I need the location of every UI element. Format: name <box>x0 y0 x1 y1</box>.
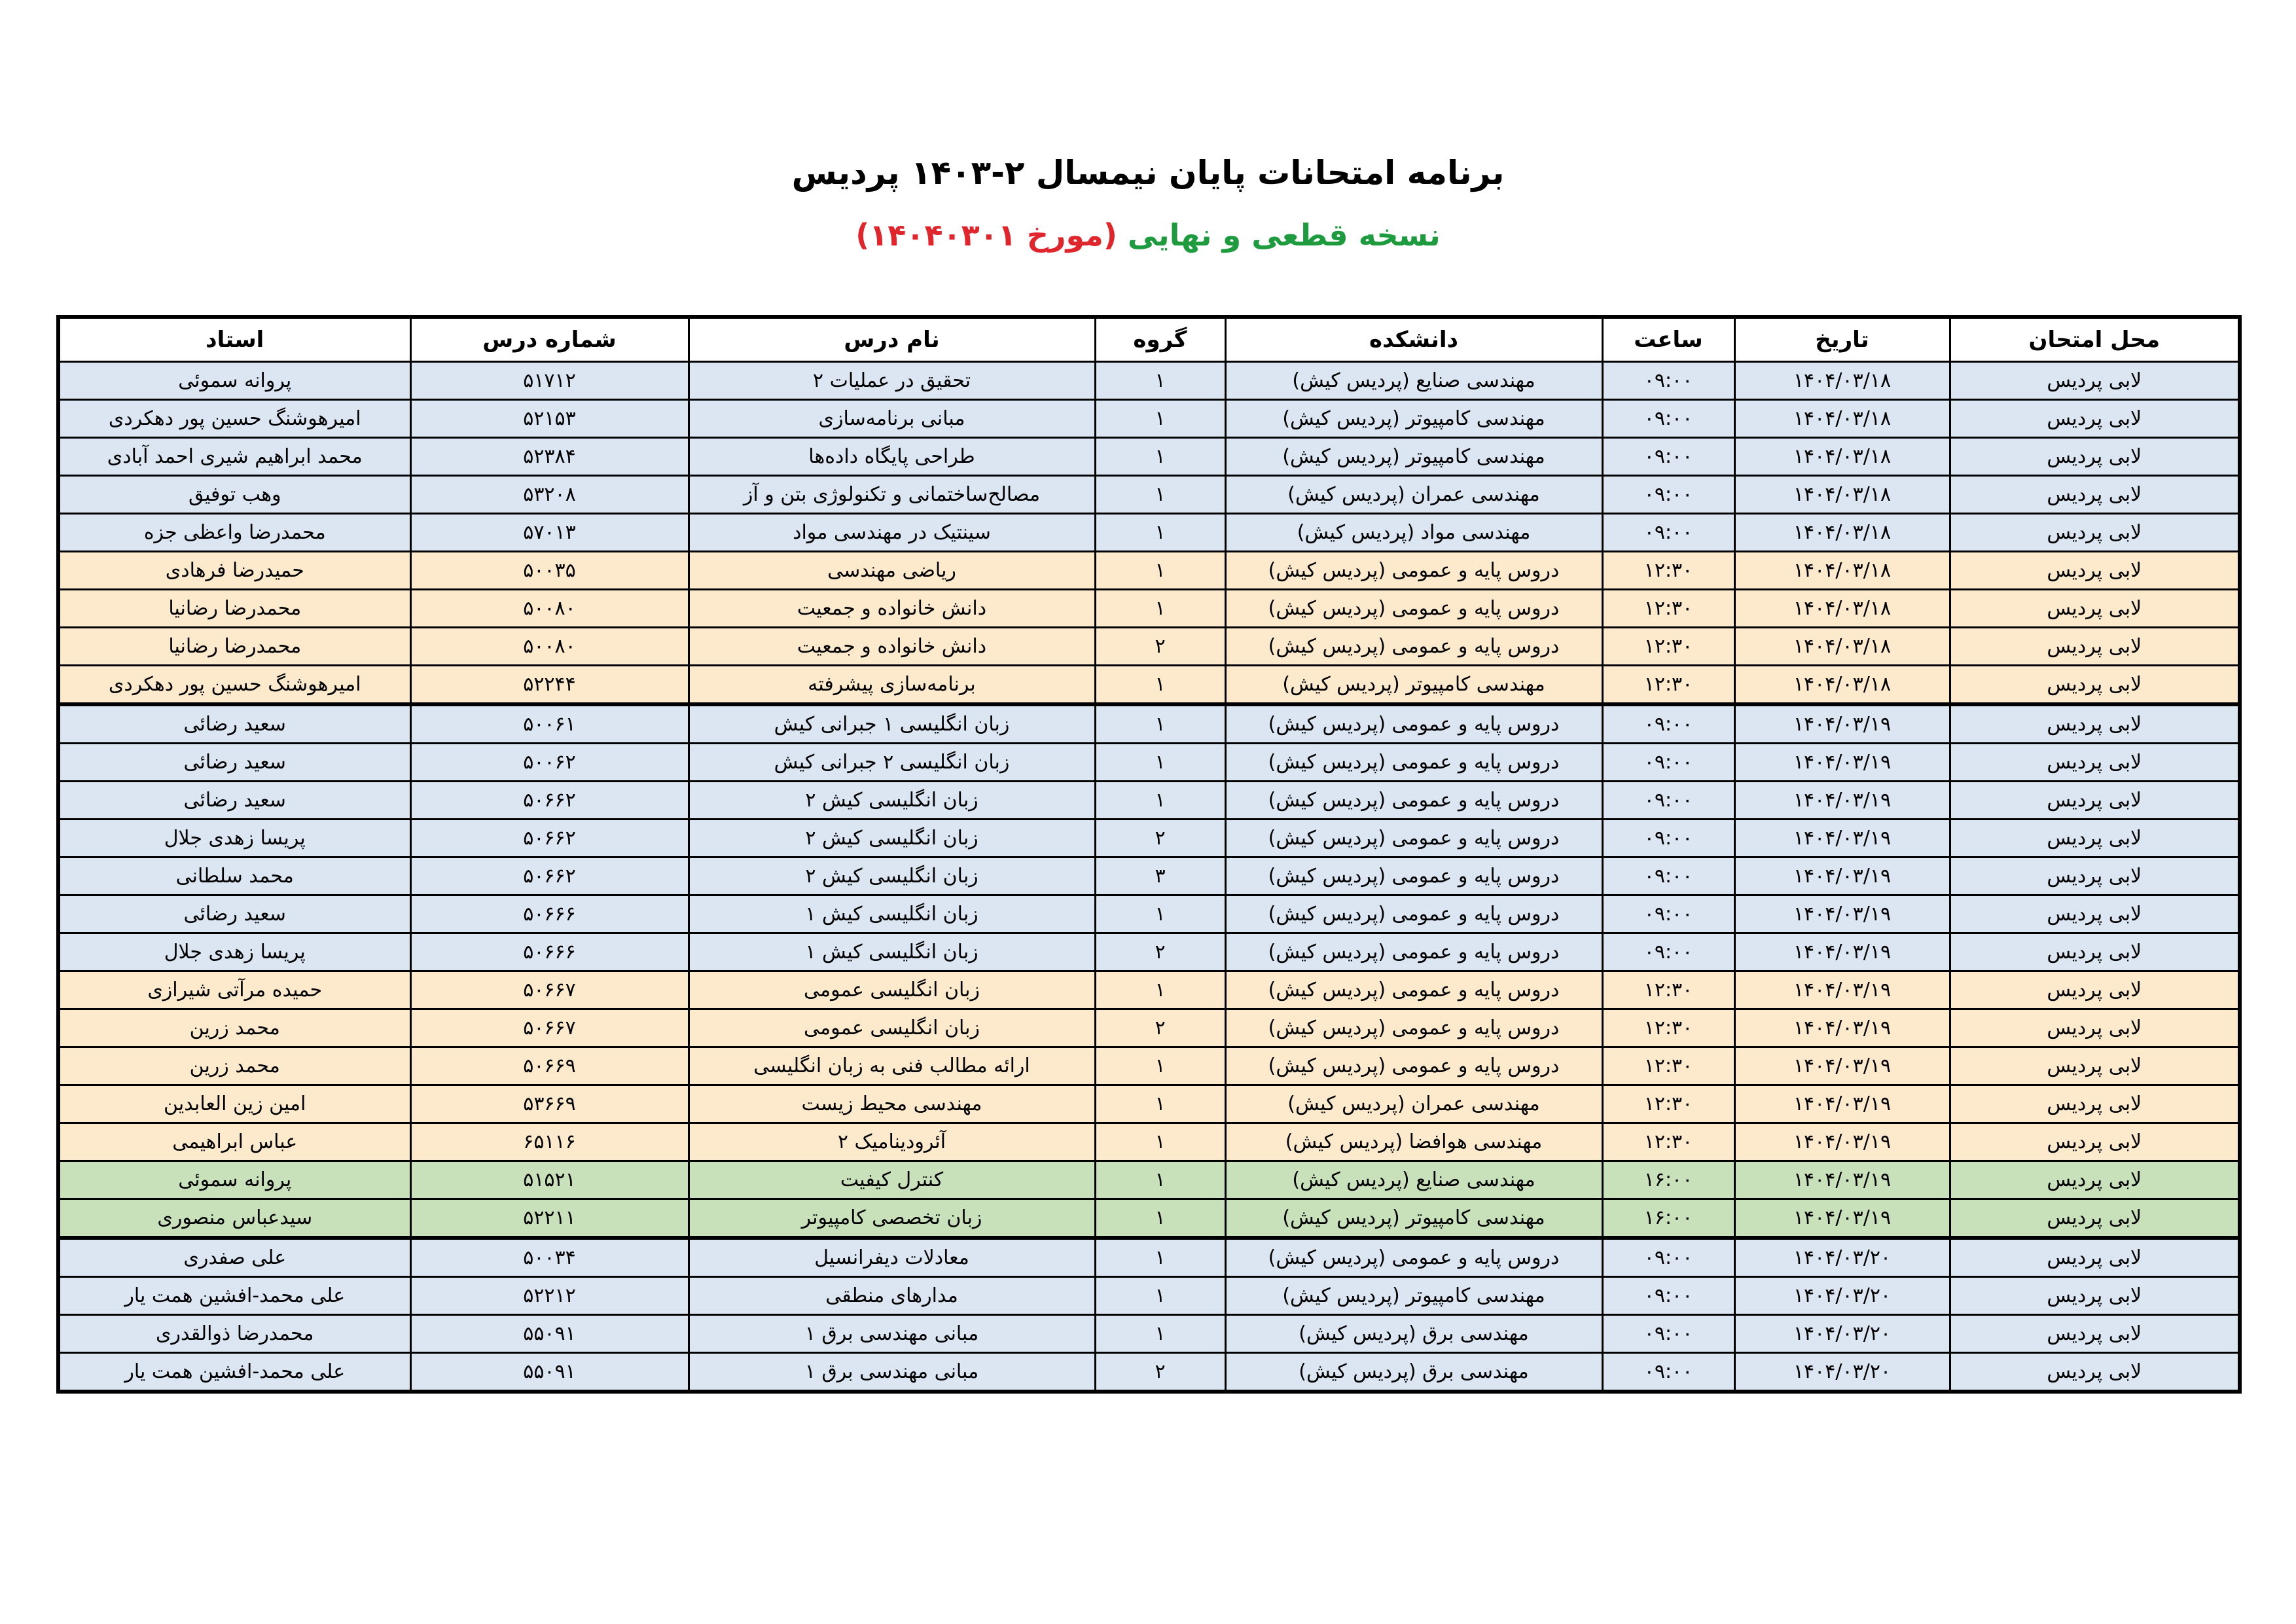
cell-teacher: حمیدرضا فرهادی <box>58 552 410 590</box>
cell-group: ۱ <box>1095 362 1225 400</box>
cell-faculty: دروس پایه و عمومی (پردیس کیش) <box>1225 933 1602 971</box>
table-row <box>58 1009 2240 1047</box>
cell-date: ۱۴۰۴/۰۳/۱۹ <box>1734 857 1950 895</box>
table-row <box>58 590 2240 628</box>
cell-course-code: ۵۲۳۸۴ <box>410 438 689 476</box>
cell-course-name: زبان انگلیسی کیش ۱ <box>689 933 1095 971</box>
header-time: ساعت <box>1602 317 1734 362</box>
cell-faculty: مهندسی کامپیوتر (پردیس کیش) <box>1225 1277 1602 1315</box>
cell-date: ۱۴۰۴/۰۳/۱۸ <box>1734 400 1950 438</box>
table-row <box>58 895 2240 933</box>
cell-faculty: مهندسی صنایع (پردیس کیش) <box>1225 362 1602 400</box>
header-location: محل امتحان <box>1950 317 2240 362</box>
cell-teacher: محمدرضا ذوالقدری <box>58 1315 410 1353</box>
cell-teacher: محمد ابراهیم شیری احمد آبادی <box>58 438 410 476</box>
cell-course-code: ۵۱۷۱۲ <box>410 362 689 400</box>
cell-date: ۱۴۰۴/۰۳/۱۹ <box>1734 704 1950 744</box>
cell-faculty: مهندسی کامپیوتر (پردیس کیش) <box>1225 666 1602 705</box>
cell-course-name: زبان انگلیسی ۱ جبرانی کیش <box>689 704 1095 744</box>
cell-location: لابی پردیس <box>1950 1315 2240 1353</box>
cell-date: ۱۴۰۴/۰۳/۱۸ <box>1734 362 1950 400</box>
table-row <box>58 933 2240 971</box>
table-row <box>58 857 2240 895</box>
cell-location: لابی پردیس <box>1950 933 2240 971</box>
cell-time: ۰۹:۰۰ <box>1602 1353 1734 1392</box>
cell-time: ۱۲:۳۰ <box>1602 971 1734 1009</box>
cell-course-name: مصالح‌ساختمانی و تکنولوژی بتن و آز <box>689 476 1095 514</box>
cell-location: لابی پردیس <box>1950 895 2240 933</box>
table-row <box>58 1161 2240 1199</box>
cell-course-code: ۵۰۰۳۴ <box>410 1238 689 1277</box>
cell-date: ۱۴۰۴/۰۳/۲۰ <box>1734 1315 1950 1353</box>
header-row <box>58 317 2240 362</box>
cell-course-code: ۵۰۶۶۶ <box>410 895 689 933</box>
cell-teacher: سعید رضائی <box>58 744 410 782</box>
cell-time: ۱۲:۳۰ <box>1602 590 1734 628</box>
cell-location: لابی پردیس <box>1950 704 2240 744</box>
cell-location: لابی پردیس <box>1950 1047 2240 1085</box>
cell-time: ۰۹:۰۰ <box>1602 782 1734 820</box>
cell-date: ۱۴۰۴/۰۳/۱۸ <box>1734 438 1950 476</box>
cell-faculty: دروس پایه و عمومی (پردیس کیش) <box>1225 1009 1602 1047</box>
cell-group: ۱ <box>1095 782 1225 820</box>
cell-location: لابی پردیس <box>1950 1199 2240 1238</box>
cell-faculty: مهندسی برق (پردیس کیش) <box>1225 1315 1602 1353</box>
cell-time: ۱۲:۳۰ <box>1602 628 1734 666</box>
cell-location: لابی پردیس <box>1950 1123 2240 1161</box>
cell-course-code: ۵۰۰۳۵ <box>410 552 689 590</box>
cell-faculty: مهندسی عمران (پردیس کیش) <box>1225 476 1602 514</box>
cell-teacher: محمدرضا واعظی جزه <box>58 514 410 552</box>
cell-course-code: ۵۲۱۵۳ <box>410 400 689 438</box>
table-row <box>58 438 2240 476</box>
cell-course-code: ۵۵۰۹۱ <box>410 1353 689 1392</box>
cell-course-name: ارائه مطالب فنی به زبان انگلیسی <box>689 1047 1095 1085</box>
table-row <box>58 400 2240 438</box>
cell-group: ۱ <box>1095 1199 1225 1238</box>
cell-group: ۱ <box>1095 1238 1225 1277</box>
cell-course-name: مبانی برنامه‌سازی <box>689 400 1095 438</box>
cell-faculty: دروس پایه و عمومی (پردیس کیش) <box>1225 857 1602 895</box>
cell-faculty: مهندسی کامپیوتر (پردیس کیش) <box>1225 438 1602 476</box>
cell-faculty: دروس پایه و عمومی (پردیس کیش) <box>1225 704 1602 744</box>
table-row <box>58 820 2240 857</box>
cell-date: ۱۴۰۴/۰۳/۱۹ <box>1734 895 1950 933</box>
cell-group: ۱ <box>1095 1085 1225 1123</box>
table-row <box>58 782 2240 820</box>
cell-course-code: ۶۵۱۱۶ <box>410 1123 689 1161</box>
cell-faculty: دروس پایه و عمومی (پردیس کیش) <box>1225 895 1602 933</box>
table-row <box>58 552 2240 590</box>
header-faculty: دانشکده <box>1225 317 1602 362</box>
cell-group: ۱ <box>1095 666 1225 705</box>
exam-schedule-table <box>56 315 2242 1394</box>
cell-location: لابی پردیس <box>1950 590 2240 628</box>
cell-group: ۱ <box>1095 400 1225 438</box>
cell-time: ۱۲:۳۰ <box>1602 552 1734 590</box>
cell-faculty: مهندسی مواد (پردیس کیش) <box>1225 514 1602 552</box>
cell-course-name: زبان انگلیسی عمومی <box>689 1009 1095 1047</box>
cell-date: ۱۴۰۴/۰۳/۱۹ <box>1734 1199 1950 1238</box>
header-teacher: استاد <box>58 317 410 362</box>
table-row <box>58 514 2240 552</box>
cell-group: ۱ <box>1095 1161 1225 1199</box>
cell-course-name: آئرودینامیک ۲ <box>689 1123 1095 1161</box>
cell-group: ۳ <box>1095 857 1225 895</box>
cell-course-code: ۵۰۶۶۲ <box>410 857 689 895</box>
cell-time: ۰۹:۰۰ <box>1602 933 1734 971</box>
cell-date: ۱۴۰۴/۰۳/۱۸ <box>1734 514 1950 552</box>
cell-time: ۰۹:۰۰ <box>1602 1315 1734 1353</box>
cell-location: لابی پردیس <box>1950 362 2240 400</box>
cell-location: لابی پردیس <box>1950 1085 2240 1123</box>
cell-course-code: ۵۰۶۶۲ <box>410 782 689 820</box>
cell-date: ۱۴۰۴/۰۳/۱۹ <box>1734 1047 1950 1085</box>
cell-teacher: علی صفدری <box>58 1238 410 1277</box>
cell-course-code: ۵۲۲۱۲ <box>410 1277 689 1315</box>
cell-date: ۱۴۰۴/۰۳/۱۹ <box>1734 971 1950 1009</box>
cell-time: ۱۲:۳۰ <box>1602 666 1734 705</box>
cell-faculty: مهندسی برق (پردیس کیش) <box>1225 1353 1602 1392</box>
cell-faculty: دروس پایه و عمومی (پردیس کیش) <box>1225 628 1602 666</box>
cell-time: ۰۹:۰۰ <box>1602 704 1734 744</box>
cell-teacher: حمیده مرآتی شیرازی <box>58 971 410 1009</box>
cell-location: لابی پردیس <box>1950 857 2240 895</box>
cell-course-code: ۵۰۶۶۶ <box>410 933 689 971</box>
cell-date: ۱۴۰۴/۰۳/۲۰ <box>1734 1353 1950 1392</box>
cell-course-name: مبانی مهندسی برق ۱ <box>689 1353 1095 1392</box>
cell-time: ۱۲:۳۰ <box>1602 1009 1734 1047</box>
cell-teacher: سعید رضائی <box>58 704 410 744</box>
version-label: نسخه قطعی و نهایی <box>1127 217 1441 253</box>
table-row <box>58 666 2240 705</box>
cell-time: ۰۹:۰۰ <box>1602 514 1734 552</box>
table-row <box>58 1199 2240 1238</box>
cell-time: ۰۹:۰۰ <box>1602 438 1734 476</box>
header-course-code: شماره درس <box>410 317 689 362</box>
cell-date: ۱۴۰۴/۰۳/۱۸ <box>1734 666 1950 705</box>
cell-course-code: ۵۰۰۸۰ <box>410 590 689 628</box>
table-row <box>58 1047 2240 1085</box>
cell-location: لابی پردیس <box>1950 820 2240 857</box>
cell-course-name: زبان انگلیسی کیش ۲ <box>689 820 1095 857</box>
cell-group: ۲ <box>1095 1009 1225 1047</box>
cell-course-code: ۵۱۵۲۱ <box>410 1161 689 1199</box>
cell-course-name: مدارهای منطقی <box>689 1277 1095 1315</box>
cell-time: ۱۲:۳۰ <box>1602 1085 1734 1123</box>
schedule-body <box>58 362 2240 1392</box>
version-date: (مورخ ۱۴۰۴۰۳۰۱) <box>855 217 1117 253</box>
cell-date: ۱۴۰۴/۰۳/۱۹ <box>1734 1123 1950 1161</box>
cell-teacher: پریسا زهدی جلال <box>58 820 410 857</box>
cell-location: لابی پردیس <box>1950 1238 2240 1277</box>
cell-time: ۰۹:۰۰ <box>1602 362 1734 400</box>
cell-time: ۱۶:۰۰ <box>1602 1199 1734 1238</box>
cell-group: ۱ <box>1095 1315 1225 1353</box>
cell-date: ۱۴۰۴/۰۳/۱۹ <box>1734 1009 1950 1047</box>
cell-group: ۱ <box>1095 1123 1225 1161</box>
cell-time: ۰۹:۰۰ <box>1602 400 1734 438</box>
cell-group: ۱ <box>1095 895 1225 933</box>
cell-time: ۰۹:۰۰ <box>1602 1238 1734 1277</box>
cell-course-name: تحقیق در عملیات ۲ <box>689 362 1095 400</box>
cell-teacher: محمد زرین <box>58 1047 410 1085</box>
cell-course-name: زبان انگلیسی کیش ۲ <box>689 782 1095 820</box>
cell-group: ۱ <box>1095 1047 1225 1085</box>
cell-time: ۰۹:۰۰ <box>1602 895 1734 933</box>
cell-location: لابی پردیس <box>1950 552 2240 590</box>
cell-faculty: مهندسی صنایع (پردیس کیش) <box>1225 1161 1602 1199</box>
cell-course-name: دانش خانواده و جمعیت <box>689 628 1095 666</box>
cell-teacher: سعید رضائی <box>58 895 410 933</box>
cell-date: ۱۴۰۴/۰۳/۲۰ <box>1734 1277 1950 1315</box>
cell-faculty: مهندسی عمران (پردیس کیش) <box>1225 1085 1602 1123</box>
cell-course-code: ۵۳۲۰۸ <box>410 476 689 514</box>
cell-course-code: ۵۰۶۶۷ <box>410 1009 689 1047</box>
cell-course-code: ۵۰۰۶۲ <box>410 744 689 782</box>
cell-course-name: زبان تخصصی کامپیوتر <box>689 1199 1095 1238</box>
cell-group: ۱ <box>1095 744 1225 782</box>
table-row <box>58 628 2240 666</box>
cell-date: ۱۴۰۴/۰۳/۱۹ <box>1734 1085 1950 1123</box>
cell-date: ۱۴۰۴/۰۳/۱۹ <box>1734 782 1950 820</box>
cell-course-code: ۵۳۶۶۹ <box>410 1085 689 1123</box>
cell-faculty: دروس پایه و عمومی (پردیس کیش) <box>1225 782 1602 820</box>
cell-course-code: ۵۰۶۶۲ <box>410 820 689 857</box>
cell-group: ۱ <box>1095 552 1225 590</box>
cell-course-code: ۵۷۰۱۳ <box>410 514 689 552</box>
cell-location: لابی پردیس <box>1950 514 2240 552</box>
cell-faculty: دروس پایه و عمومی (پردیس کیش) <box>1225 590 1602 628</box>
cell-course-name: زبان انگلیسی کیش ۱ <box>689 895 1095 933</box>
cell-group: ۱ <box>1095 971 1225 1009</box>
table-row <box>58 1238 2240 1277</box>
cell-group: ۱ <box>1095 438 1225 476</box>
cell-location: لابی پردیس <box>1950 666 2240 705</box>
page-title: برنامه امتحانات پایان نیمسال ۲-۱۴۰۳ پردیس <box>791 154 1505 192</box>
cell-faculty: دروس پایه و عمومی (پردیس کیش) <box>1225 552 1602 590</box>
cell-faculty: دروس پایه و عمومی (پردیس کیش) <box>1225 1047 1602 1085</box>
header-course-name: نام درس <box>689 317 1095 362</box>
cell-group: ۱ <box>1095 704 1225 744</box>
cell-course-name: طراحی پایگاه داده‌ها <box>689 438 1095 476</box>
cell-teacher: عباس ابراهیمی <box>58 1123 410 1161</box>
cell-group: ۱ <box>1095 1277 1225 1315</box>
page-subtitle <box>0 217 2296 253</box>
cell-time: ۰۹:۰۰ <box>1602 1277 1734 1315</box>
cell-location: لابی پردیس <box>1950 782 2240 820</box>
cell-course-code: ۵۵۰۹۱ <box>410 1315 689 1353</box>
cell-date: ۱۴۰۴/۰۳/۲۰ <box>1734 1238 1950 1277</box>
cell-time: ۰۹:۰۰ <box>1602 857 1734 895</box>
cell-teacher: امیرهوشنگ حسین پور دهکردی <box>58 666 410 705</box>
table-row <box>58 971 2240 1009</box>
cell-group: ۲ <box>1095 933 1225 971</box>
cell-time: ۰۹:۰۰ <box>1602 744 1734 782</box>
cell-course-code: ۵۰۶۶۷ <box>410 971 689 1009</box>
cell-faculty: مهندسی کامپیوتر (پردیس کیش) <box>1225 400 1602 438</box>
cell-group: ۱ <box>1095 590 1225 628</box>
cell-course-name: معادلات دیفرانسیل <box>689 1238 1095 1277</box>
cell-location: لابی پردیس <box>1950 971 2240 1009</box>
cell-course-name: دانش خانواده و جمعیت <box>689 590 1095 628</box>
cell-course-name: زبان انگلیسی کیش ۲ <box>689 857 1095 895</box>
cell-course-code: ۵۰۰۸۰ <box>410 628 689 666</box>
cell-course-code: ۵۲۲۴۴ <box>410 666 689 705</box>
cell-course-name: کنترل کیفیت <box>689 1161 1095 1199</box>
cell-location: لابی پردیس <box>1950 438 2240 476</box>
cell-teacher: سیدعباس منصوری <box>58 1199 410 1238</box>
cell-course-name: ریاضی مهندسی <box>689 552 1095 590</box>
cell-course-name: برنامه‌سازی پیشرفته <box>689 666 1095 705</box>
cell-teacher: امین زین العابدین <box>58 1085 410 1123</box>
cell-faculty: دروس پایه و عمومی (پردیس کیش) <box>1225 744 1602 782</box>
table-row <box>58 704 2240 744</box>
table-row <box>58 1353 2240 1392</box>
cell-time: ۱۶:۰۰ <box>1602 1161 1734 1199</box>
cell-course-name: مهندسی محیط زیست <box>689 1085 1095 1123</box>
table-row <box>58 744 2240 782</box>
cell-teacher: علی محمد-افشین همت یار <box>58 1277 410 1315</box>
cell-faculty: دروس پایه و عمومی (پردیس کیش) <box>1225 1238 1602 1277</box>
cell-time: ۰۹:۰۰ <box>1602 476 1734 514</box>
cell-course-code: ۵۰۶۶۹ <box>410 1047 689 1085</box>
cell-group: ۱ <box>1095 514 1225 552</box>
header-group: گروه <box>1095 317 1225 362</box>
cell-location: لابی پردیس <box>1950 628 2240 666</box>
cell-date: ۱۴۰۴/۰۳/۱۸ <box>1734 476 1950 514</box>
cell-location: لابی پردیس <box>1950 400 2240 438</box>
cell-teacher: علی محمد-افشین همت یار <box>58 1353 410 1392</box>
cell-teacher: محمد زرین <box>58 1009 410 1047</box>
cell-teacher: محمد سلطانی <box>58 857 410 895</box>
table-row <box>58 1085 2240 1123</box>
cell-location: لابی پردیس <box>1950 1009 2240 1047</box>
cell-date: ۱۴۰۴/۰۳/۱۹ <box>1734 1161 1950 1199</box>
cell-location: لابی پردیس <box>1950 1161 2240 1199</box>
cell-time: ۱۲:۳۰ <box>1602 1123 1734 1161</box>
cell-teacher: پروانه سموئی <box>58 1161 410 1199</box>
cell-teacher: پریسا زهدی جلال <box>58 933 410 971</box>
table-row <box>58 362 2240 400</box>
table-row <box>58 476 2240 514</box>
cell-time: ۱۲:۳۰ <box>1602 1047 1734 1085</box>
cell-course-code: ۵۰۰۶۱ <box>410 704 689 744</box>
cell-teacher: امیرهوشنگ حسین پور دهکردی <box>58 400 410 438</box>
cell-group: ۱ <box>1095 476 1225 514</box>
cell-date: ۱۴۰۴/۰۳/۱۹ <box>1734 820 1950 857</box>
table-row <box>58 1123 2240 1161</box>
cell-group: ۲ <box>1095 1353 1225 1392</box>
cell-location: لابی پردیس <box>1950 1353 2240 1392</box>
cell-location: لابی پردیس <box>1950 1277 2240 1315</box>
cell-group: ۲ <box>1095 820 1225 857</box>
cell-course-name: زبان انگلیسی عمومی <box>689 971 1095 1009</box>
cell-faculty: مهندسی کامپیوتر (پردیس کیش) <box>1225 1199 1602 1238</box>
cell-date: ۱۴۰۴/۰۳/۱۸ <box>1734 628 1950 666</box>
cell-location: لابی پردیس <box>1950 476 2240 514</box>
cell-course-code: ۵۲۲۱۱ <box>410 1199 689 1238</box>
cell-date: ۱۴۰۴/۰۳/۱۹ <box>1734 744 1950 782</box>
cell-teacher: سعید رضائی <box>58 782 410 820</box>
cell-course-name: سینتیک در مهندسی مواد <box>689 514 1095 552</box>
cell-course-name: زبان انگلیسی ۲ جبرانی کیش <box>689 744 1095 782</box>
cell-faculty: مهندسی هوافضا (پردیس کیش) <box>1225 1123 1602 1161</box>
cell-date: ۱۴۰۴/۰۳/۱۸ <box>1734 590 1950 628</box>
cell-group: ۲ <box>1095 628 1225 666</box>
cell-date: ۱۴۰۴/۰۳/۱۸ <box>1734 552 1950 590</box>
cell-teacher: محمدرضا رضانیا <box>58 590 410 628</box>
table-row <box>58 1277 2240 1315</box>
cell-date: ۱۴۰۴/۰۳/۱۹ <box>1734 933 1950 971</box>
cell-course-name: مبانی مهندسی برق ۱ <box>689 1315 1095 1353</box>
table-row <box>58 1315 2240 1353</box>
cell-time: ۰۹:۰۰ <box>1602 820 1734 857</box>
cell-teacher: پروانه سموئی <box>58 362 410 400</box>
cell-teacher: محمدرضا رضانیا <box>58 628 410 666</box>
cell-faculty: دروس پایه و عمومی (پردیس کیش) <box>1225 971 1602 1009</box>
cell-location: لابی پردیس <box>1950 744 2240 782</box>
header-date: تاریخ <box>1734 317 1950 362</box>
cell-teacher: وهب توفیق <box>58 476 410 514</box>
cell-faculty: دروس پایه و عمومی (پردیس کیش) <box>1225 820 1602 857</box>
